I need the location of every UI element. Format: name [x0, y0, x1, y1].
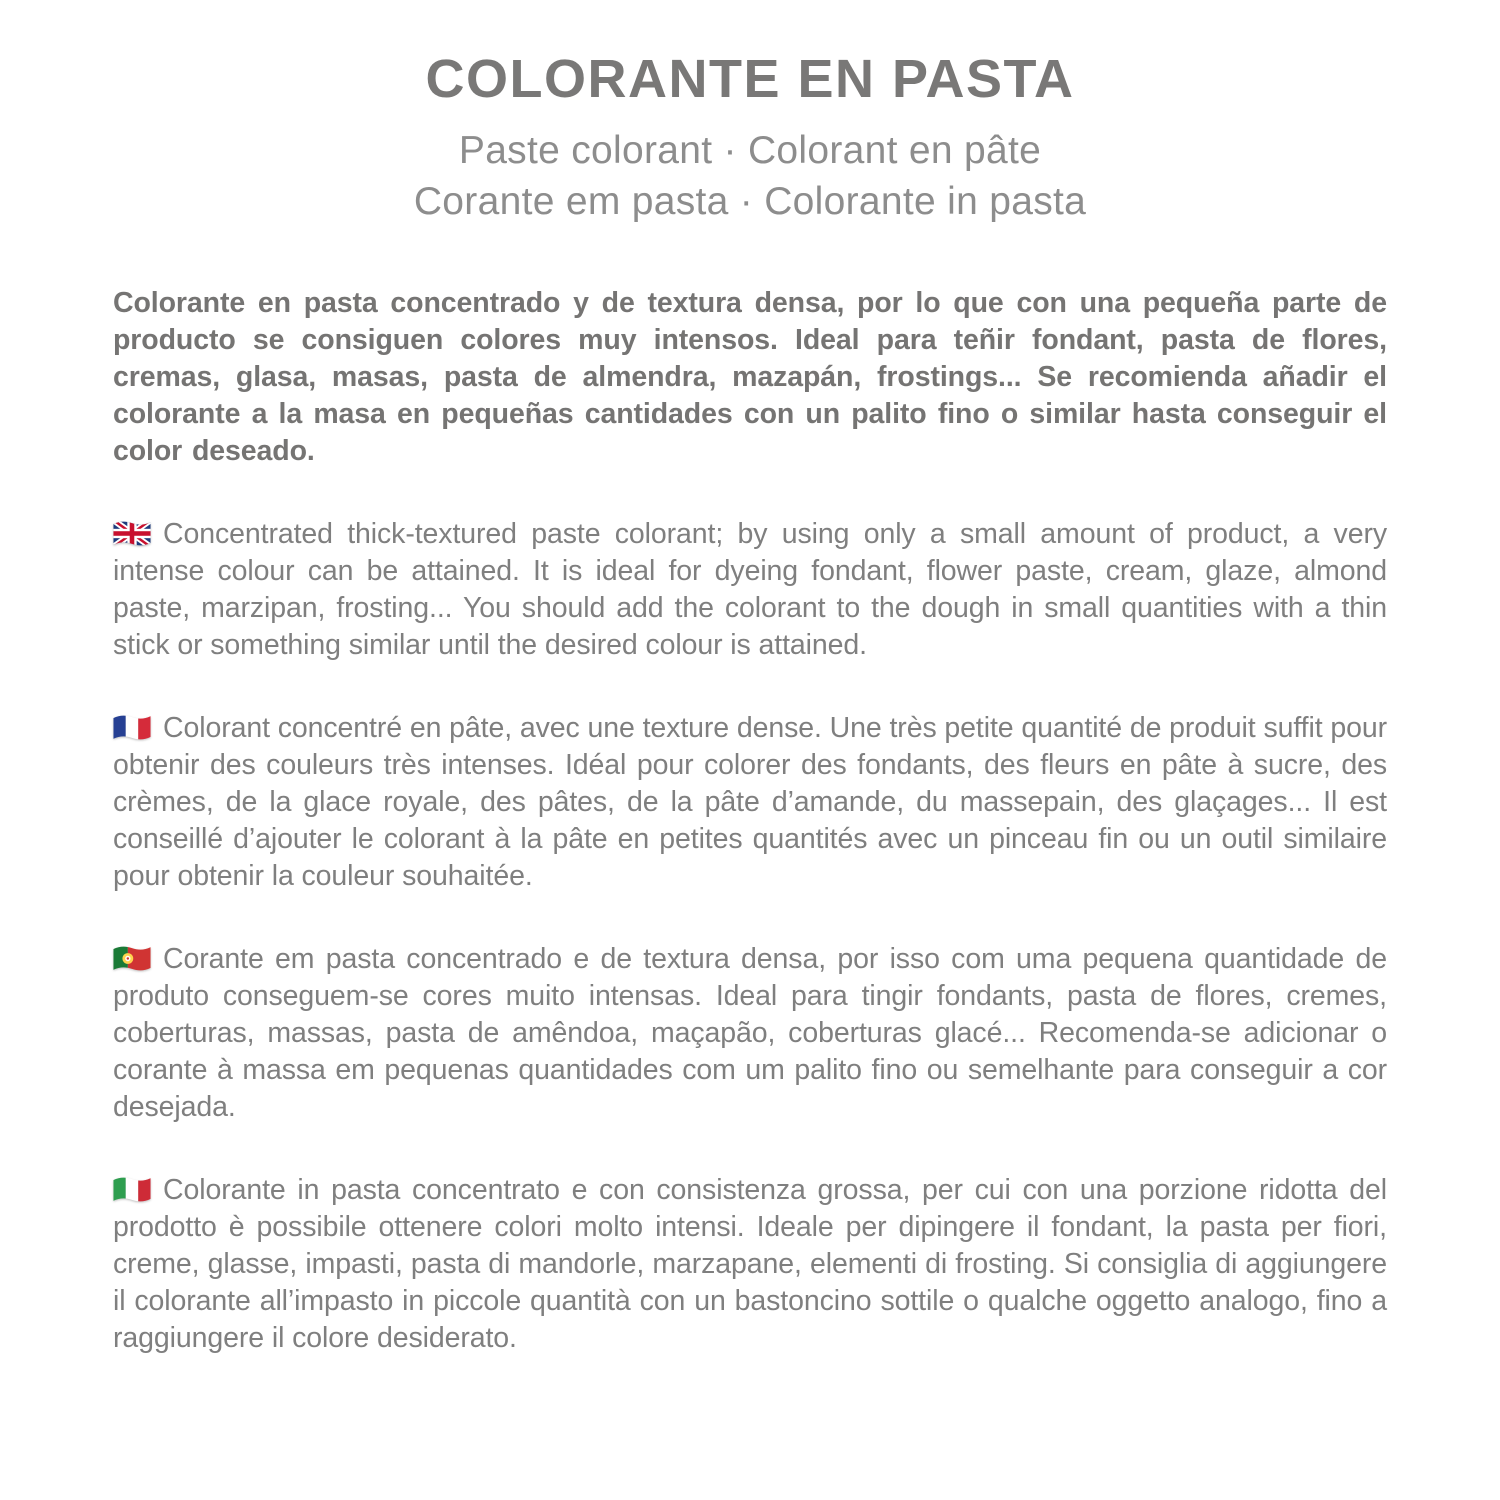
portugal-flag-icon	[113, 945, 151, 972]
paragraph-portuguese	[113, 941, 1387, 1126]
paragraph-spanish	[113, 285, 1387, 470]
uk-flag-icon	[113, 520, 151, 547]
paragraph-french-text: Colorant concentré en pâte, avec une texture dense. Une très petite quantité de produit suffit pour obtenir des couleurs très intenses. Idéal pour colorer des fondants, des fleurs en pâte à sucre, des crèmes, de la glace royale, des pâtes, de la pâte d’amande, du massepain, des glaçages... Il est conseillé d’ajouter le colorant à la pâte en petites quantités avec un pinceau fin ou un outil similaire pour obtenir la couleur souhaitée.	[113, 712, 1387, 893]
page-title: COLORANTE EN PASTA	[425, 49, 1075, 109]
paragraph-french	[113, 710, 1387, 895]
paragraph-english	[113, 516, 1387, 664]
paragraph-portuguese-text: Corante em pasta concentrado e de textura densa, por isso com uma pequena quantidade de produto conseguem-se cores muito intensas. Ideal para tingir fondants, pasta de flores, cremes, coberturas, massas, pasta de amêndoa, maçapão, coberturas glacé... Recomenda-se adicionar o corante à massa em pequenas quantidades com um palito fino ou semelhante para conseguir a cor desejada.	[113, 943, 1387, 1124]
paragraph-english-text: Concentrated thick-textured paste colorant; by using only a small amount of product, a very intense colour can be attained. It is ideal for dyeing fondant, flower paste, cream, glaze, almond paste, marzipan, frosting... You should add the colorant to the dough in small quantities with a thin stick or something similar until the desired colour is attained.	[113, 518, 1387, 662]
france-flag-icon	[113, 714, 151, 741]
paragraph-italian-text: Colorante in pasta concentrato e con consistenza grossa, per cui con una porzione ridotta del prodotto è possibile ottenere colori molto intensi. Ideale per dipingere il fondant, la pasta per fiori, creme, glasse, impasti, pasta di mandorle, marzapane, elementi di frosting. Si consiglia di aggiungere il colorante all’impasto in piccole quantità con un bastoncino sottile o qualche oggetto analogo, fino a raggiungere il colore desiderato.	[113, 1174, 1387, 1355]
page-subtitle-line-1: Paste colorant · Colorant en pâte	[458, 129, 1042, 173]
page-header	[113, 50, 1387, 227]
page-subtitle-line-2: Corante em pasta · Colorante in pasta	[413, 180, 1087, 224]
paragraph-italian	[113, 1172, 1387, 1357]
paragraph-spanish-text: Colorante en pasta concentrado y de textura densa, por lo que con una pequeña parte de producto se consiguen colores muy intensos. Ideal para teñir fondant, pasta de flores, cremas, glasa, masas, pasta de almendra, mazapán, frostings... Se recomienda añadir el colorante a la masa en pequeñas cantidades con un palito fino o similar hasta conseguir el color deseado.	[113, 287, 1387, 468]
italy-flag-icon	[113, 1176, 151, 1203]
description-paragraphs	[113, 285, 1387, 1357]
